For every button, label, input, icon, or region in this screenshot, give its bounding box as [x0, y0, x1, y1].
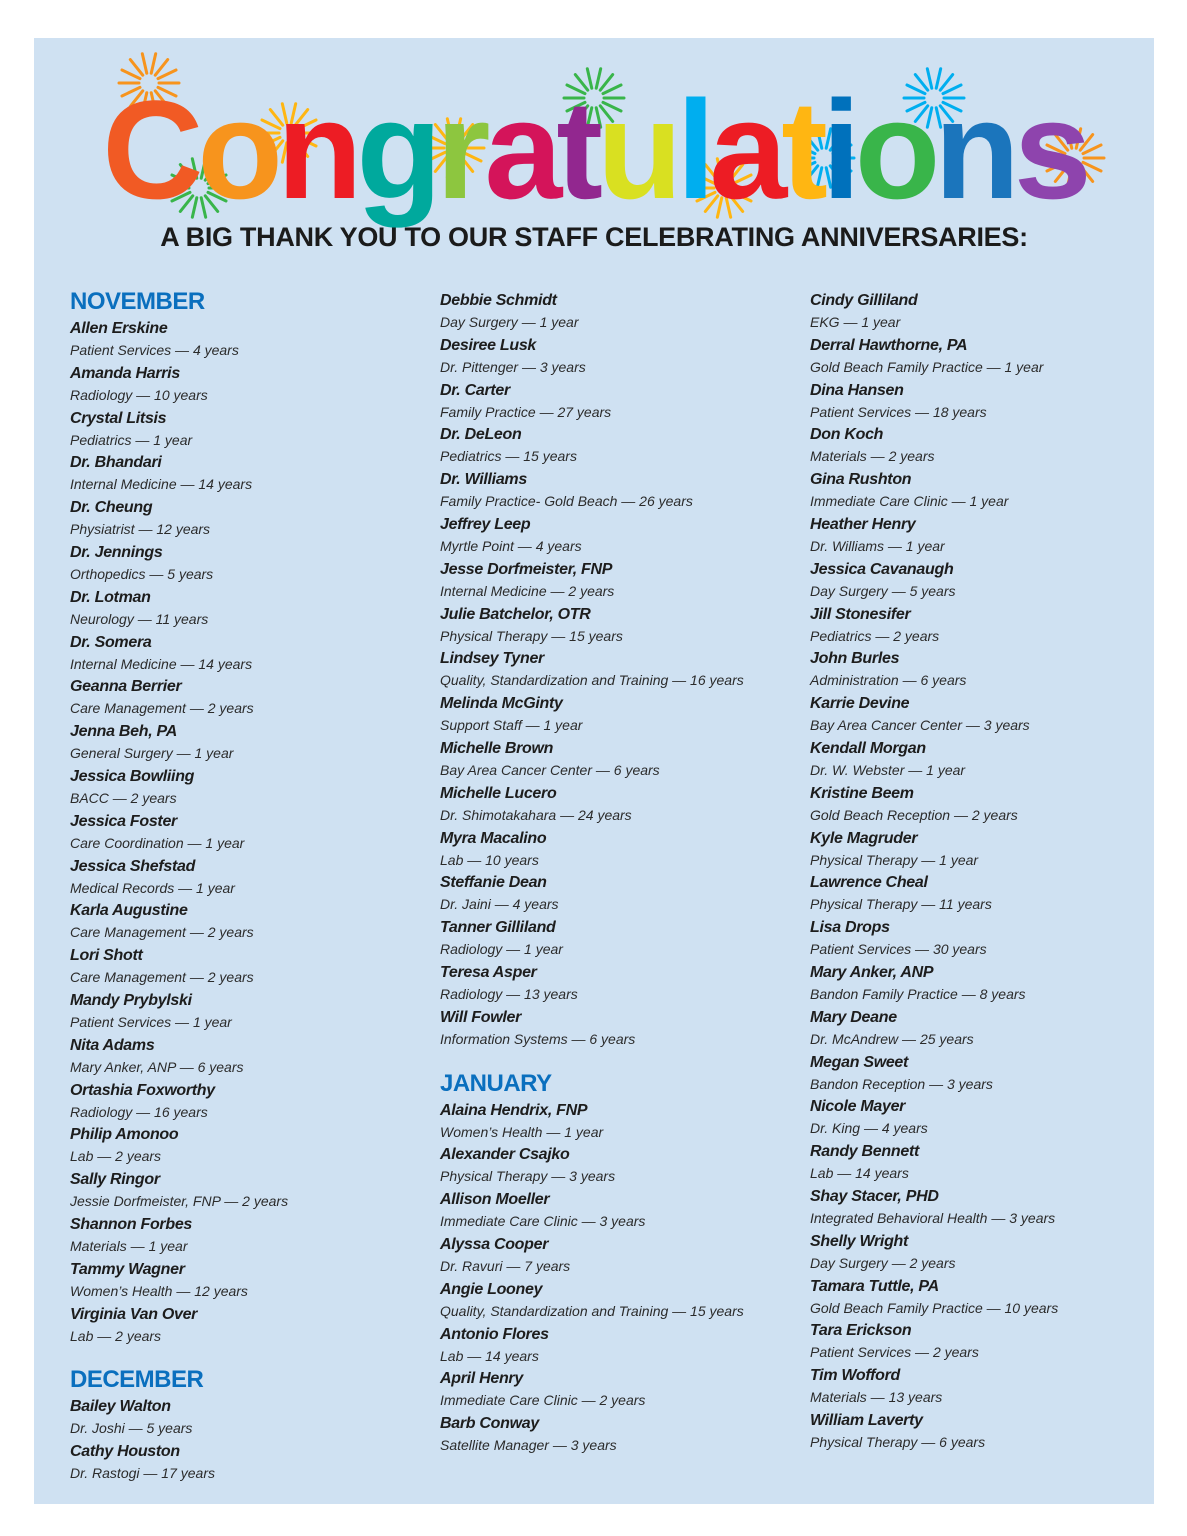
staff-name: John Burles	[810, 650, 900, 668]
staff-entry	[70, 408, 430, 453]
staff-entry	[440, 514, 800, 559]
staff-department-years: Pediatrics — 15 years	[440, 448, 577, 465]
january-list-continued	[810, 290, 1170, 1455]
staff-entry	[810, 1276, 1170, 1321]
staff-name: Dr. Jennings	[70, 543, 163, 561]
headline: A BIG THANK YOU TO OUR STAFF CELEBRATING ANNIVERSARIES:	[160, 222, 1028, 252]
staff-entry	[810, 1186, 1170, 1231]
staff-department-years: Internal Medicine — 14 years	[70, 476, 253, 493]
staff-department-years: Quality, Standardization and Training — 15 years	[440, 1302, 744, 1319]
staff-entry	[810, 290, 1170, 335]
staff-entry	[810, 1141, 1170, 1186]
staff-department-years: Jessie Dorfmeister, FNP — 2 years	[70, 1193, 289, 1210]
staff-entry	[810, 1007, 1170, 1052]
staff-department-years: Physical Therapy — 3 years	[440, 1168, 616, 1185]
staff-name: Shannon Forbes	[70, 1215, 193, 1233]
staff-entry	[70, 676, 430, 721]
staff-department-years: Lab — 10 years	[440, 851, 539, 868]
staff-department-years: Care Management — 2 years	[70, 969, 254, 986]
column-2	[440, 290, 800, 1458]
staff-department-years: Immediate Care Clinic — 2 years	[440, 1392, 646, 1409]
staff-department-years: Dr. Jaini — 4 years	[440, 896, 559, 913]
staff-name: Lisa Drops	[810, 919, 890, 937]
month-heading-november: NOVEMBER	[70, 288, 205, 315]
staff-name: Geanna Berrier	[70, 678, 182, 696]
staff-name: Jessica Cavanaugh	[810, 560, 954, 578]
staff-name: Melinda McGinty	[440, 695, 563, 713]
staff-entry	[440, 783, 800, 828]
staff-name: Kyle Magruder	[810, 829, 918, 847]
staff-department-years: Immediate Care Clinic — 3 years	[440, 1213, 646, 1230]
staff-department-years: Dr. McAndrew — 25 years	[810, 1030, 974, 1047]
staff-name: Kendall Morgan	[810, 739, 926, 757]
staff-department-years: Physiatrist — 12 years	[70, 521, 211, 538]
staff-entry	[440, 559, 800, 604]
staff-entry	[810, 738, 1170, 783]
staff-department-years: Patient Services — 2 years	[810, 1344, 979, 1361]
staff-name: Alaina Hendrix, FNP	[440, 1101, 588, 1119]
staff-department-years: Materials — 2 years	[810, 448, 935, 465]
title-letter: u	[596, 71, 677, 228]
congratulations-title	[102, 71, 1087, 228]
staff-entry	[810, 648, 1170, 693]
month-heading-december: DECEMBER	[70, 1366, 204, 1394]
staff-entry	[810, 693, 1170, 738]
title-letter: o	[197, 71, 277, 228]
staff-entry	[440, 290, 800, 335]
staff-name: Jenna Beh, PA	[70, 723, 177, 741]
staff-entry	[440, 693, 800, 738]
staff-entry	[70, 1169, 430, 1214]
staff-name: Teresa Asper	[440, 963, 537, 981]
staff-name: Will Fowler	[440, 1008, 522, 1026]
staff-entry	[70, 542, 430, 587]
month-heading-january: JANUARY	[440, 1069, 552, 1097]
staff-name: Derral Hawthorne, PA	[810, 336, 968, 354]
staff-department-years: Internal Medicine — 2 years	[440, 582, 615, 599]
staff-name: Karla Augustine	[70, 902, 188, 920]
staff-department-years: Day Surgery — 2 years	[810, 1254, 956, 1271]
staff-name: Allison Moeller	[440, 1191, 550, 1209]
staff-entry	[440, 1234, 800, 1279]
december-list-continued	[440, 290, 800, 1052]
staff-name: Megan Sweet	[810, 1053, 909, 1071]
staff-department-years: Radiology — 13 years	[440, 985, 578, 1002]
staff-department-years: Bay Area Cancer Center — 3 years	[810, 717, 1030, 734]
staff-name: Dr. Carter	[440, 381, 510, 399]
staff-entry	[440, 469, 800, 514]
staff-department-years: BACC — 2 years	[70, 789, 177, 806]
staff-name: Debbie Schmidt	[440, 292, 557, 309]
staff-name: Jessica Foster	[70, 812, 177, 830]
staff-name: Allen Erskine	[70, 320, 168, 337]
title-letter: n	[276, 71, 357, 228]
staff-name: Dr. DeLeon	[440, 426, 522, 444]
staff-department-years: Pediatrics — 1 year	[70, 431, 193, 448]
staff-name: Shay Stacer, PHD	[810, 1187, 939, 1205]
fireworks-banner-art	[34, 38, 1154, 228]
staff-entry	[70, 990, 430, 1035]
staff-name: Lori Shott	[70, 947, 143, 965]
staff-entry	[440, 1413, 800, 1458]
staff-name: Angie Looney	[440, 1280, 543, 1298]
staff-department-years: Women’s Health — 1 year	[440, 1123, 604, 1140]
staff-department-years: EKG — 1 year	[810, 314, 901, 330]
staff-name: Dr. Bhandari	[70, 454, 162, 472]
staff-department-years: Gold Beach Reception — 2 years	[810, 806, 1018, 823]
staff-department-years: Care Management — 2 years	[70, 924, 254, 941]
column-3	[810, 290, 1170, 1455]
staff-entry	[810, 828, 1170, 873]
staff-department-years: Patient Services — 30 years	[810, 941, 987, 958]
staff-entry	[440, 828, 800, 873]
title-letter: o	[854, 71, 935, 228]
staff-entry	[440, 1324, 800, 1369]
staff-name: April Henry	[440, 1370, 523, 1388]
staff-entry	[70, 1035, 430, 1080]
staff-entry	[70, 1304, 430, 1349]
staff-name: Mary Deane	[810, 1008, 897, 1026]
staff-department-years: Satellite Manager — 3 years	[440, 1437, 617, 1454]
staff-name: Virginia Van Over	[70, 1305, 198, 1323]
staff-entry	[70, 452, 430, 497]
staff-name: Mary Anker, ANP	[810, 963, 934, 981]
staff-department-years: Administration — 6 years	[810, 672, 967, 689]
staff-department-years: Physical Therapy — 15 years	[440, 627, 623, 644]
staff-entry	[70, 363, 430, 408]
congratulations-banner	[34, 38, 1154, 228]
staff-entry	[810, 469, 1170, 514]
staff-name: Desiree Lusk	[440, 336, 537, 354]
staff-entry	[810, 514, 1170, 559]
staff-department-years: Family Practice- Gold Beach — 26 years	[440, 493, 693, 510]
staff-entry	[810, 783, 1170, 828]
title-letter: s	[1013, 71, 1086, 228]
title-letter: n	[934, 71, 1014, 228]
staff-name: Dr. Somera	[70, 633, 152, 651]
staff-entry	[440, 648, 800, 693]
staff-entry	[810, 917, 1170, 962]
staff-entry	[70, 1259, 430, 1304]
staff-entry	[810, 1052, 1170, 1097]
staff-entry	[70, 766, 430, 811]
staff-entry	[440, 424, 800, 469]
staff-name: Michelle Lucero	[440, 784, 557, 802]
staff-entry	[810, 1410, 1170, 1455]
staff-name: Lindsey Tyner	[440, 650, 544, 668]
staff-entry	[810, 872, 1170, 917]
staff-entry	[440, 872, 800, 917]
staff-entry	[70, 1080, 430, 1125]
staff-department-years: Physical Therapy — 6 years	[810, 1433, 986, 1450]
staff-department-years: Dr. W. Webster — 1 year	[810, 761, 966, 778]
staff-name: Kristine Beem	[810, 784, 914, 802]
staff-entry	[810, 424, 1170, 469]
staff-name: Jessica Shefstad	[70, 857, 196, 875]
staff-entry	[70, 945, 430, 990]
staff-name: Don Koch	[810, 426, 884, 444]
staff-department-years: Radiology — 10 years	[70, 386, 208, 403]
staff-department-years: Dr. King — 4 years	[810, 1120, 928, 1137]
title-letter: t	[556, 71, 597, 228]
staff-entry	[440, 738, 800, 783]
staff-entry	[440, 1100, 800, 1145]
staff-name: Alyssa Cooper	[440, 1235, 549, 1253]
staff-department-years: Medical Records — 1 year	[70, 879, 235, 896]
staff-entry	[70, 721, 430, 766]
title-letter: g	[356, 71, 436, 228]
title-letter: C	[102, 71, 198, 228]
staff-name: Gina Rushton	[810, 471, 912, 489]
staff-entry	[440, 335, 800, 380]
staff-entry	[440, 962, 800, 1007]
staff-entry	[810, 1096, 1170, 1141]
staff-name: Philip Amonoo	[70, 1126, 179, 1144]
staff-department-years: Neurology — 11 years	[70, 610, 209, 627]
staff-name: Jeffrey Leep	[440, 515, 531, 533]
staff-entry	[440, 1189, 800, 1234]
staff-department-years: Radiology — 16 years	[70, 1103, 208, 1120]
staff-name: Karrie Devine	[810, 695, 910, 713]
staff-name: Ortashia Foxworthy	[70, 1081, 215, 1099]
staff-entry	[70, 1396, 430, 1441]
staff-department-years: Materials — 13 years	[810, 1389, 943, 1406]
staff-department-years: Internal Medicine — 14 years	[70, 655, 253, 672]
staff-department-years: Bandon Reception — 3 years	[810, 1075, 993, 1092]
staff-entry	[810, 559, 1170, 604]
staff-department-years: Bay Area Cancer Center — 6 years	[440, 761, 660, 778]
column-1	[70, 286, 430, 1486]
staff-department-years: Physical Therapy — 11 years	[810, 896, 992, 913]
staff-department-years: Dr. Joshi — 5 years	[70, 1420, 193, 1437]
staff-department-years: Dr. Pittenger — 3 years	[440, 358, 586, 375]
staff-name: Amanda Harris	[70, 364, 180, 382]
staff-entry	[70, 632, 430, 677]
staff-entry	[810, 1320, 1170, 1365]
title-letter: t	[781, 71, 822, 228]
staff-department-years: Gold Beach Family Practice — 1 year	[810, 358, 1044, 375]
title-letter: r	[435, 71, 485, 228]
staff-entry	[440, 1144, 800, 1189]
staff-department-years: Materials — 1 year	[70, 1237, 188, 1254]
staff-department-years: Dr. Shimotakahara — 24 years	[440, 806, 632, 823]
staff-name: Cindy Gilliland	[810, 292, 918, 309]
staff-name: William Laverty	[810, 1411, 923, 1429]
staff-name: Randy Bennett	[810, 1143, 919, 1161]
staff-entry	[440, 1007, 800, 1052]
staff-department-years: Dr. Ravuri — 7 years	[440, 1257, 571, 1274]
staff-department-years: Physical Therapy — 1 year	[810, 851, 979, 868]
staff-entry	[810, 962, 1170, 1007]
staff-department-years: Lab — 2 years	[70, 1148, 162, 1165]
staff-name: Tim Wofford	[810, 1367, 901, 1385]
staff-department-years: Orthopedics — 5 years	[70, 565, 214, 582]
staff-entry	[440, 917, 800, 962]
staff-entry	[440, 604, 800, 649]
staff-name: Cathy Houston	[70, 1443, 180, 1461]
staff-entry	[70, 1124, 430, 1169]
title-letter: i	[821, 71, 855, 228]
january-list	[440, 1100, 800, 1458]
staff-name: Nita Adams	[70, 1036, 155, 1054]
staff-name: Tanner Gilliland	[440, 919, 556, 937]
staff-department-years: Support Staff — 1 year	[440, 717, 583, 734]
staff-name: Michelle Brown	[440, 739, 554, 757]
staff-entry	[70, 900, 430, 945]
staff-department-years: Myrtle Point — 4 years	[440, 537, 582, 554]
staff-department-years: Lab — 14 years	[440, 1347, 539, 1364]
staff-department-years: Dr. Williams — 1 year	[810, 537, 945, 554]
december-list	[70, 1396, 430, 1486]
staff-name: Jill Stonesifer	[810, 605, 911, 623]
november-list	[70, 318, 430, 1348]
staff-name: Tammy Wagner	[70, 1260, 185, 1278]
staff-entry	[440, 1279, 800, 1324]
staff-department-years: Bandon Family Practice — 8 years	[810, 985, 1026, 1002]
staff-entry	[440, 1368, 800, 1413]
staff-department-years: Radiology — 1 year	[440, 941, 563, 958]
staff-name: Alexander Csajko	[440, 1146, 570, 1164]
staff-name: Dr. Lotman	[70, 588, 151, 606]
staff-name: Jesse Dorfmeister, FNP	[440, 560, 613, 578]
staff-name: Bailey Walton	[70, 1398, 171, 1416]
staff-name: Dina Hansen	[810, 381, 904, 399]
staff-name: Crystal Litsis	[70, 409, 167, 427]
staff-name: Lawrence Cheal	[810, 874, 928, 892]
staff-name: Steffanie Dean	[440, 874, 547, 892]
staff-entry	[810, 1365, 1170, 1410]
staff-department-years: Day Surgery — 5 years	[810, 582, 956, 599]
staff-department-years: Care Management — 2 years	[70, 700, 254, 717]
staff-name: Dr. Cheung	[70, 499, 153, 517]
staff-entry	[70, 1441, 430, 1486]
title-letter: a	[709, 71, 782, 228]
staff-department-years: Information Systems — 6 years	[440, 1030, 636, 1047]
staff-entry	[70, 318, 430, 363]
staff-entry	[70, 587, 430, 632]
staff-name: Heather Henry	[810, 515, 916, 533]
staff-department-years: Mary Anker, ANP — 6 years	[70, 1058, 244, 1075]
staff-name: Nicole Mayer	[810, 1098, 906, 1116]
staff-name: Antonio Flores	[440, 1325, 549, 1343]
staff-department-years: General Surgery — 1 year	[70, 745, 234, 762]
staff-department-years: Integrated Behavioral Health — 3 years	[810, 1209, 1056, 1226]
staff-name: Myra Macalino	[440, 829, 547, 847]
staff-entry	[70, 856, 430, 901]
staff-department-years: Lab — 2 years	[70, 1327, 162, 1344]
staff-name: Julie Batchelor, OTR	[440, 605, 591, 623]
staff-department-years: Immediate Care Clinic — 1 year	[810, 493, 1009, 510]
staff-name: Shelly Wright	[810, 1232, 909, 1250]
staff-department-years: Women’s Health — 12 years	[70, 1282, 248, 1299]
staff-name: Barb Conway	[440, 1415, 539, 1433]
staff-department-years: Patient Services — 1 year	[70, 1013, 232, 1030]
staff-name: Tara Erickson	[810, 1322, 912, 1340]
staff-department-years: Patient Services — 18 years	[810, 403, 987, 420]
staff-name: Dr. Williams	[440, 471, 527, 489]
staff-name: Mandy Prybylski	[70, 991, 192, 1009]
staff-department-years: Pediatrics — 2 years	[810, 627, 940, 644]
staff-entry	[810, 1231, 1170, 1276]
staff-department-years: Family Practice — 27 years	[440, 403, 612, 420]
staff-department-years: Lab — 14 years	[810, 1165, 909, 1182]
staff-department-years: Quality, Standardization and Training — 16 years	[440, 672, 744, 689]
staff-name: Sally Ringor	[70, 1171, 160, 1189]
title-letter: l	[676, 71, 710, 228]
staff-entry	[810, 380, 1170, 425]
staff-department-years: Care Coordination — 1 year	[70, 834, 245, 851]
staff-entry	[70, 1214, 430, 1259]
staff-entry	[440, 380, 800, 425]
staff-entry	[70, 497, 430, 542]
staff-department-years: Day Surgery — 1 year	[440, 314, 579, 330]
staff-name: Jessica Bowliing	[70, 767, 195, 785]
staff-department-years: Gold Beach Family Practice — 10 years	[810, 1299, 1059, 1316]
title-letter: a	[484, 71, 557, 228]
staff-entry	[70, 811, 430, 856]
staff-department-years: Patient Services — 4 years	[70, 342, 239, 358]
staff-name: Tamara Tuttle, PA	[810, 1277, 939, 1295]
staff-entry	[810, 604, 1170, 649]
staff-department-years: Dr. Rastogi — 17 years	[70, 1465, 215, 1482]
staff-entry	[810, 335, 1170, 380]
